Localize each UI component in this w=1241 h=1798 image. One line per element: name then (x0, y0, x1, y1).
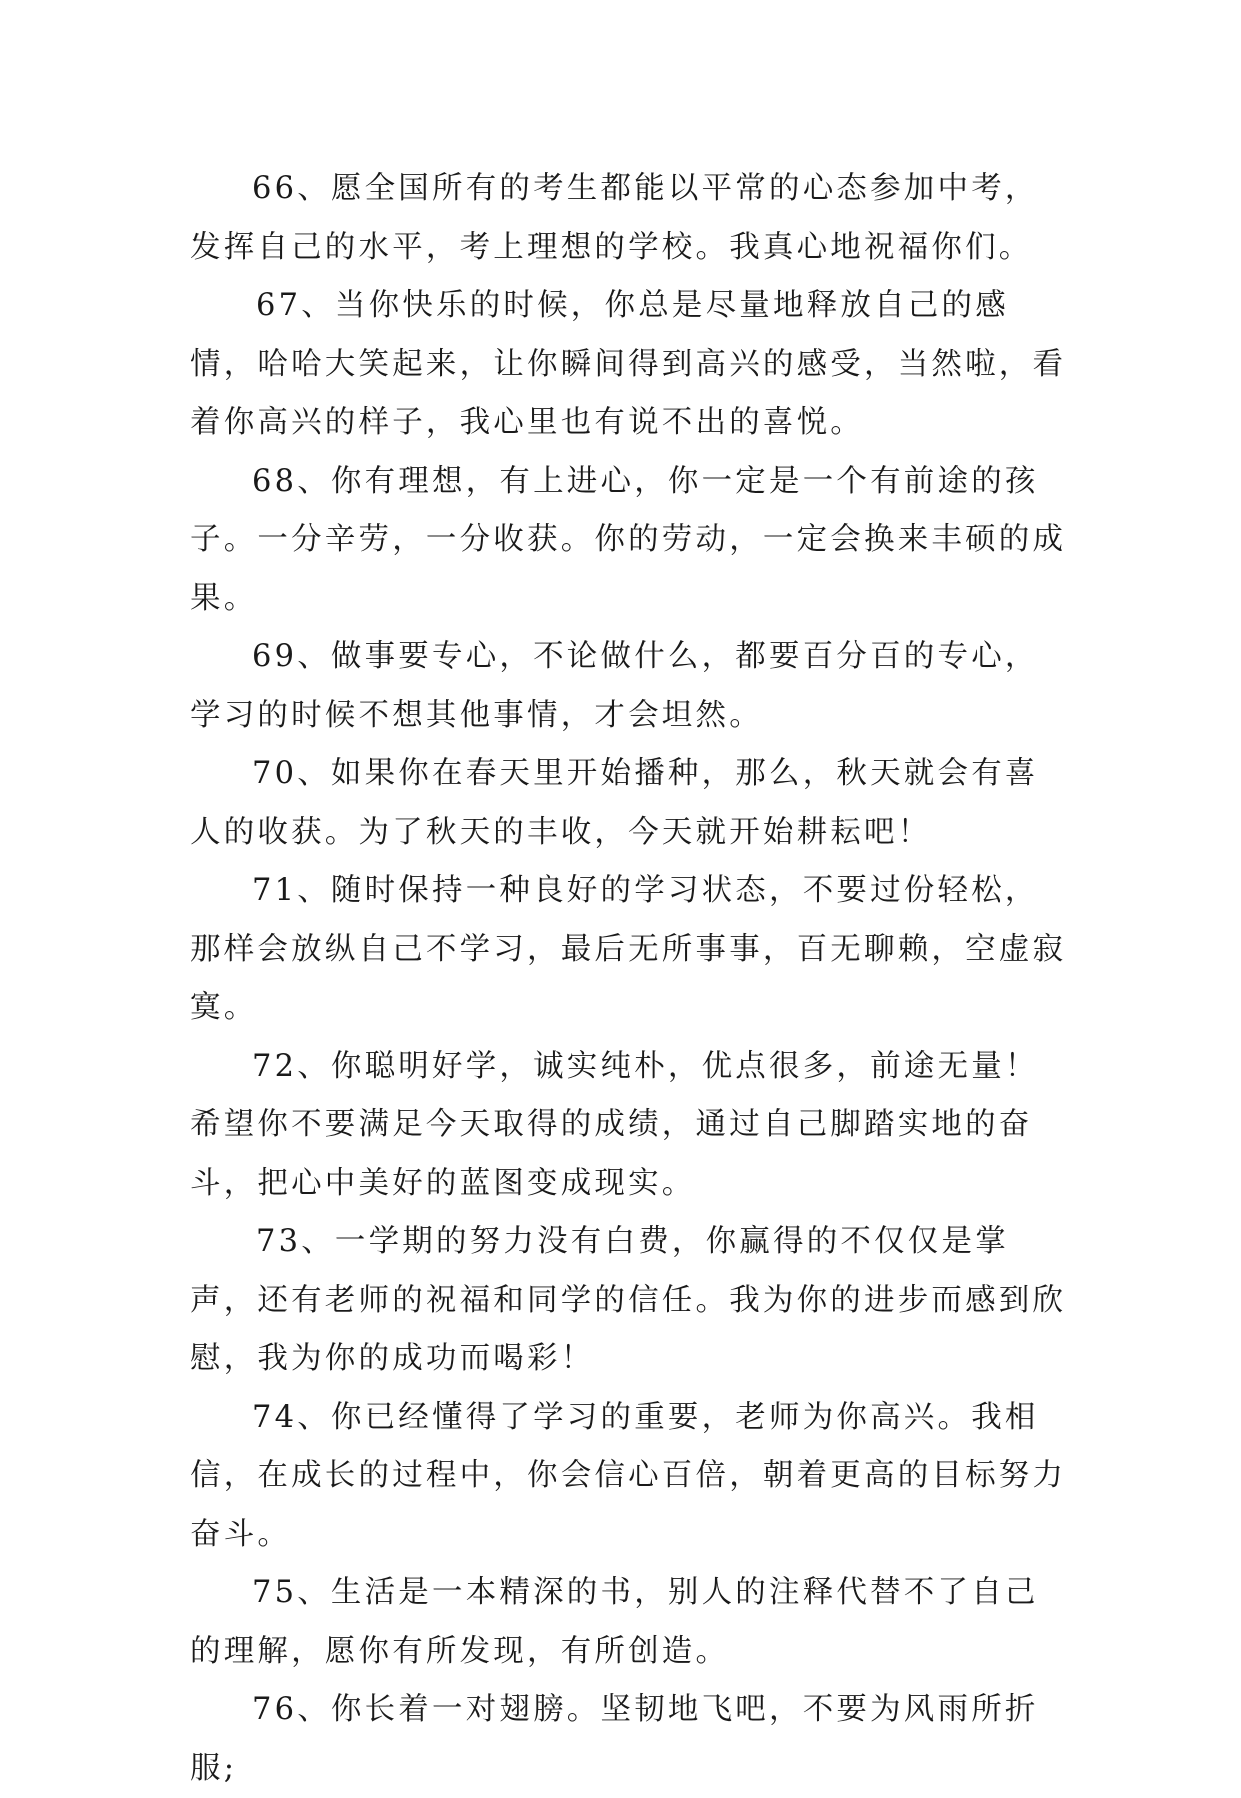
paragraph-67: 67、当你快乐的时候，你总是尽量地释放自己的感情，哈哈大笑起来，让你瞬间得到高兴的感受，当然啦，看着你高兴的样子，我心里也有说不出的喜悦。 (190, 288, 1067, 440)
paragraph-76: 76、你长着一对翅膀。坚韧地飞吧，不要为风雨所折服; (190, 1692, 1039, 1786)
paragraph-68: 68、你有理想，有上进心，你一定是一个有前途的孩子。一分辛劳，一分收获。你的劳动，一定会换来丰硕的成果。 (190, 463, 1067, 616)
document-body (190, 160, 1070, 1798)
paragraph-69: 69、做事要专心，不论做什么，都要百分百的专心，学习的时候不想其他事情，才会坦然。 (190, 639, 1039, 733)
paragraph-66: 66、愿全国所有的考生都能以平常的心态参加中考，发挥自己的水平，考上理想的学校。我真心地祝福你们。 (190, 171, 1039, 265)
paragraph-75: 75、生活是一本精深的书，别人的注释代替不了自己的理解，愿你有所发现，有所创造。 (190, 1575, 1039, 1669)
paragraph-74: 74、你已经懂得了学习的重要，老师为你高兴。我相信，在成长的过程中，你会信心百倍，朝着更高的目标努力奋斗。 (190, 1399, 1067, 1552)
paragraph-70: 70、如果你在春天里开始播种，那么，秋天就会有喜人的收获。为了秋天的丰收，今天就开始耕耘吧！ (190, 756, 1039, 850)
paragraph-71: 71、随时保持一种良好的学习状态，不要过份轻松，那样会放纵自己不学习，最后无所事事，百无聊赖，空虚寂寞。 (190, 873, 1067, 1025)
paragraph-73: 73、一学期的努力没有白费，你赢得的不仅仅是掌声，还有老师的祝福和同学的信任。我为你的进步而感到欣慰，我为你的成功而喝彩！ (190, 1224, 1067, 1376)
paragraph-72: 72、你聪明好学，诚实纯朴，优点很多，前途无量！希望你不要满足今天取得的成绩，通过自己脚踏实地的奋斗，把心中美好的蓝图变成现实。 (190, 1048, 1039, 1201)
